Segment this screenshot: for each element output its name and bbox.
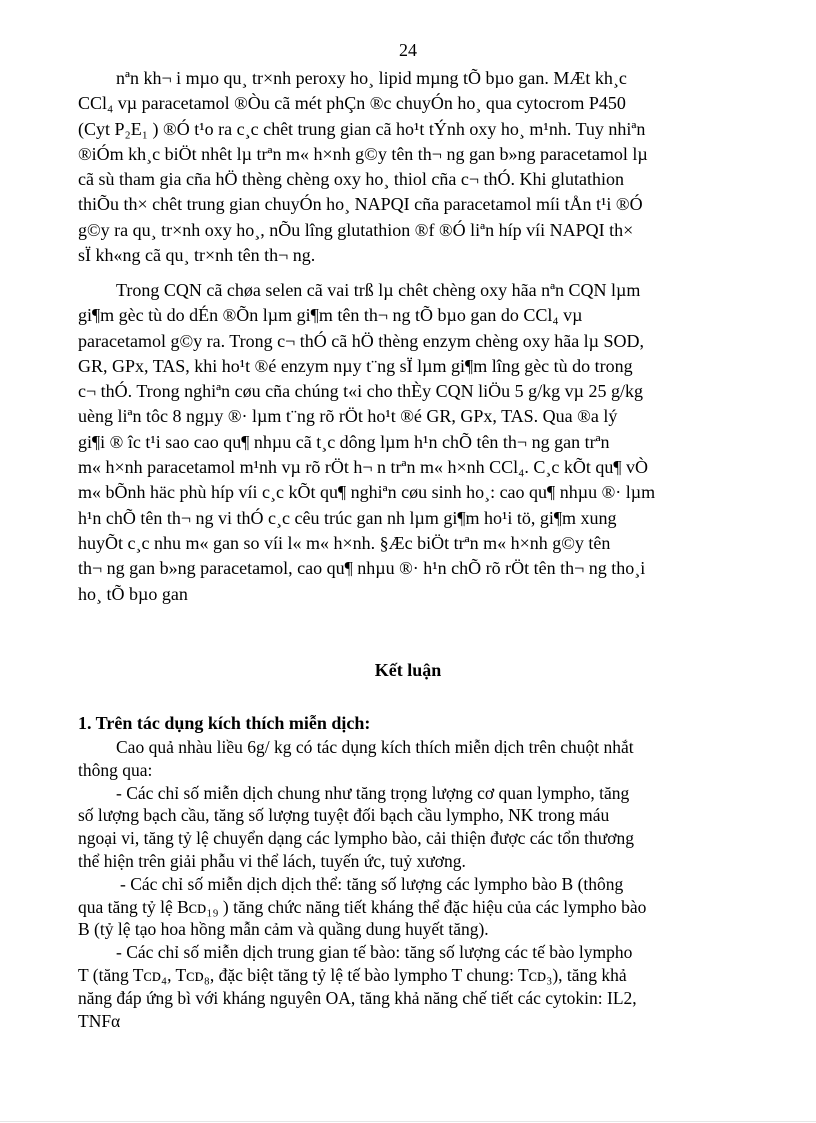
text-line: TNFα [78, 1010, 121, 1031]
text-line: Trong CQN cã chøa selen cã vai trß lµ chêt chèng oxy hãa nªn CQN lµm [116, 280, 641, 300]
text-line: số lượng bạch cầu, tăng số lượng tuyệt đối bạch cầu lympho, NK trong máu [78, 805, 610, 826]
page-number: 24 [399, 40, 417, 60]
text-line: (Cyt P₂E₁ ) ®Ó t¹o ra c¸c chêt trung gian cã ho¹t tÝnh oxy ho¸ m¹nh. Tuy nhiªn [78, 118, 646, 139]
text-line: huyÕt c¸c nhu m« gan so víi l« m« h×nh. §Æc biÖt trªn m« h×nh g©y tên [78, 532, 611, 553]
text-line: paracetamol g©y ra. Trong c¬ thÓ cã hÖ thèng enzym chèng oxy hãa lµ SOD, [78, 330, 645, 351]
section-1-title: 1. Trên tác dụng kích thích miễn dịch: [78, 713, 371, 733]
text-line: uèng liªn tôc 8 ngµy ®· lµm t¨ng rõ rÖt ho¹t ®é GR, GPx, TAS. Qua ®a lý [78, 406, 618, 427]
text-line: nªn kh¬ i mµo qu¸ tr×nh peroxy ho¸ lipid mµng tÕ bµo gan. MÆt kh¸c [116, 68, 627, 88]
text-line: năng đáp ứng bì với kháng nguyên OA, tăng khả năng chế tiết các cytokin: IL2, [78, 987, 637, 1008]
text-line: GR, GPx, TAS, khi ho¹t ®é enzym nµy t¨ng sÏ lµm gi¶m lîng gèc tù do trong [78, 355, 633, 376]
text-line: - Các chỉ số miễn dịch chung như tăng trọng lượng cơ quan lympho, tăng [116, 782, 630, 803]
text-line: cã sù tham gia cña hÖ thèng chèng oxy ho¸ thiol cña c¬ thÓ. Khi glutathion [78, 169, 625, 190]
conclusion-title: Kết luận [374, 660, 442, 680]
text-line: qua tăng tỷ lệ Bᴄᴅ₁₉ ) tăng chức năng tiết kháng thể đặc hiệu của các lympho bào [78, 896, 647, 917]
text-line: m« h×nh paracetamol m¹nh vµ rõ rÖt h¬ n trªn m« h×nh CCl₄. C¸c kÕt qu¶ vÒ [78, 457, 649, 478]
text-line: gi¶i ® îc t¹i sao cao qu¶ nhµu cã t¸c dông lµm h¹n chÕ tên th¬ ng gan trªn [78, 431, 610, 452]
page-bottom-rule [0, 1121, 816, 1122]
text-line: gi¶m gèc tù do dÉn ®Õn lµm gi¶m tên th¬ ng tÕ bµo gan do CCl₄ vµ [78, 305, 583, 326]
text-line: T (tăng Tᴄᴅ₄, Tᴄᴅ₈, đặc biệt tăng tỷ lệ tế bào lympho T chung: Tᴄᴅ₃), tăng khả [78, 964, 627, 985]
discussion-paragraph-2 [78, 278, 738, 607]
text-line: thiÕu th× chêt trung gian chuyÓn ho¸ NAPQI cña paracetamol míi tÅn t¹i ®Ó [78, 194, 643, 215]
text-line: m« bÕnh häc phù híp víi c¸c kÕt qu¶ nghiªn cøu sinh ho¸: cao qu¶ nhµu ®· lµm [78, 482, 656, 503]
text-line: ho¸ tÕ bµo gan [78, 583, 188, 604]
text-line: thể hiện trên giải phẫu vi thể lách, tuyến ức, tuỷ xương. [78, 850, 466, 871]
text-line: Cao quả nhàu liều 6g/ kg có tác dụng kích thích miễn dịch trên chuột nhắt [116, 737, 634, 757]
discussion-paragraph-1 [78, 66, 738, 268]
text-line: CCl₄ vµ paracetamol ®Òu cã mét phÇn ®c chuyÓn ho¸ qua cytocrom P450 [78, 93, 626, 114]
text-line: B (tỷ lệ tạo hoa hồng mẫn cảm và quầng dung huyết tăng). [78, 919, 489, 940]
text-line: - Các chỉ số miễn dịch trung gian tế bào: tăng số lượng các tế bào lympho [116, 942, 633, 963]
text-line: c¬ thÓ. Trong nghiªn cøu cña chúng t«i cho thÈy CQN liÖu 5 g/kg vµ 25 g/kg [78, 381, 643, 402]
text-line: thông qua: [78, 759, 153, 780]
text-line: th¬ ng gan b»ng paracetamol, cao qu¶ nhµu ®· h¹n chÕ rõ rÖt tên th¬ ng tho¸i [78, 558, 646, 579]
text-line: h¹n chÕ tên th¬ ng vi thÓ c¸c cêu trúc gan nh lµm gi¶m ho¹i tö, gi¶m xung [78, 507, 617, 528]
text-line: ngoại vi, tăng tỷ lệ chuyển dạng các lympho bào, cải thiện được các tổn thương [78, 828, 634, 849]
text-line: g©y ra qu¸ tr×nh oxy ho¸, nÕu lîng glutathion ®f ®Ó liªn híp víi NAPQI th× [78, 219, 634, 240]
text-line: ®iÓm kh¸c biÖt nhêt lµ trªn m« h×nh g©y tên th¬ ng gan b»ng paracetamol lµ [78, 143, 648, 164]
conclusion-body [78, 736, 738, 1032]
text-line: - Các chỉ số miễn dịch dịch thể: tăng số lượng các lympho bào B (thông [120, 873, 624, 894]
text-line: sÏ kh«ng cã qu¸ tr×nh tên th¬ ng. [78, 245, 316, 266]
